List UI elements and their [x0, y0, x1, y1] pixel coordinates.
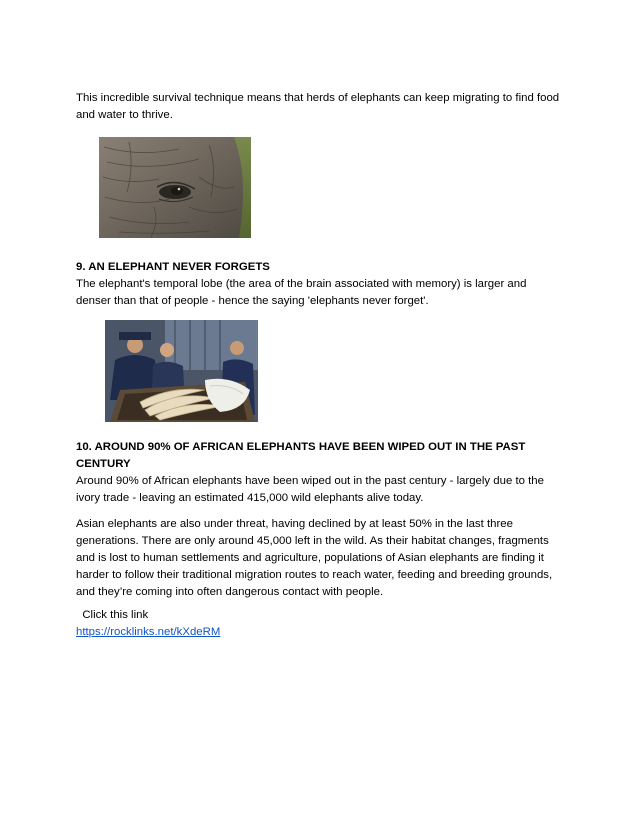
section-9-heading: 9. AN ELEPHANT NEVER FORGETS [76, 261, 270, 273]
asian-line: Asian elephants are also under threat, having declined by at least 50% in the last three [76, 518, 513, 530]
asian-line: and is lost to human settlements and agriculture, populations of Asian elephants are finding it [76, 552, 544, 564]
section-9-paragraph [76, 276, 576, 310]
section-9-line: The elephant's temporal lobe (the area of the brain associated with memory) is larger and [76, 278, 527, 290]
section-10-line: ivory trade - leaving an estimated 415,000 wild elephants alive today. [76, 492, 424, 504]
section-10-paragraph [76, 473, 576, 507]
asian-line: and they’re coming into often dangerous contact with people. [76, 586, 384, 598]
intro-paragraph [76, 90, 576, 124]
section-10-heading [76, 439, 576, 473]
intro-line: and water to thrive. [76, 109, 173, 121]
asian-line: harder to follow their traditional migration routes to reach water, feeding and breeding grounds, [76, 569, 553, 581]
cta-link[interactable]: https://rocklinks.net/kXdeRM [76, 626, 221, 638]
cta-label: Click this link [76, 609, 149, 621]
asian-elephants-paragraph [76, 516, 576, 601]
ivory-inspection-photo [105, 320, 258, 422]
section-10-line: Around 90% of African elephants have been wiped out in the past century - largely due to the [76, 475, 544, 487]
section-9-line: denser than that of people - hence the saying 'elephants never forget'. [76, 295, 429, 307]
elephant-eye-photo [99, 137, 251, 238]
asian-line: generations. There are only around 45,000 left in the wild. As their habitat changes, fragments [76, 535, 549, 547]
section-10-heading-line: CENTURY [76, 458, 131, 470]
section-10-heading-line: 10. AROUND 90% OF AFRICAN ELEPHANTS HAVE BEEN WIPED OUT IN THE PAST [76, 441, 526, 453]
intro-line: This incredible survival technique means that herds of elephants can keep migrating to find food [76, 92, 560, 104]
